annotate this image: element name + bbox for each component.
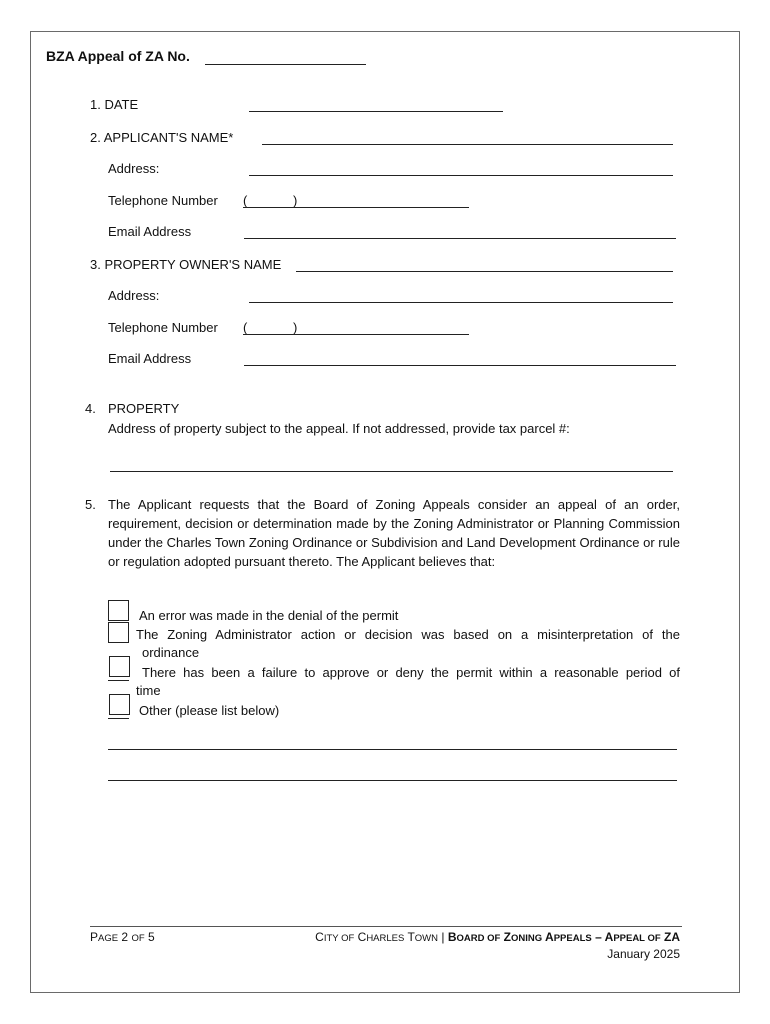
footer-own: OWN bbox=[414, 933, 439, 944]
footer-ppeal-of: PPEAL OF bbox=[613, 933, 661, 944]
request-paragraph: The Applicant requests that the Board of Zoning Appeals consider an appeal of an order, requirement, decision or determination made by the Zoning Administrator or Planning Commission under the Charles Town Zoning Ordinance or Subdivision and Land Development Ordinance or rule or regulation adopted pursuant thereto. The Applicant believes that: bbox=[108, 497, 680, 569]
applicant-email-label: Email Address bbox=[108, 224, 192, 239]
option-failure-approve-cont: time bbox=[136, 683, 161, 698]
footer-date: January 2025 bbox=[607, 947, 680, 961]
footer-separator: | bbox=[441, 930, 445, 944]
footer-c: C bbox=[315, 930, 324, 944]
applicant-telephone-label: Telephone Number bbox=[108, 193, 218, 208]
owner-email-label: Email Address bbox=[108, 351, 192, 366]
applicant-address-label: Address: bbox=[108, 161, 160, 176]
footer-page-number bbox=[90, 930, 155, 944]
footer-rule bbox=[90, 926, 682, 927]
footer-c2: C bbox=[357, 930, 367, 944]
footer-oard-of: OARD OF bbox=[456, 933, 501, 944]
error-denial-checkbox[interactable] bbox=[108, 600, 129, 621]
owner-telephone-field[interactable] bbox=[243, 334, 469, 335]
footer-za: ZA bbox=[664, 930, 680, 944]
footer-page-p: P bbox=[90, 930, 99, 944]
footer-a: A bbox=[545, 930, 554, 944]
owner-telephone-label: Telephone Number bbox=[108, 320, 218, 335]
applicant-phone-paren-open: ( bbox=[243, 193, 248, 208]
applicant-telephone-field[interactable] bbox=[243, 207, 469, 208]
footer-dash: – bbox=[595, 930, 602, 944]
date-label: 1. DATE bbox=[90, 97, 139, 112]
za-number-field[interactable] bbox=[205, 64, 366, 65]
other-checkbox[interactable] bbox=[109, 694, 130, 715]
failure-approve-checkbox[interactable] bbox=[109, 656, 130, 677]
misinterpretation-checkbox[interactable] bbox=[108, 622, 129, 643]
property-instruction: Address of property subject to the appeal. If not addressed, provide tax parcel #: bbox=[108, 421, 570, 436]
option-other: Other (please list below) bbox=[139, 703, 280, 718]
footer-harles: HARLES bbox=[366, 933, 405, 944]
date-field[interactable] bbox=[249, 111, 503, 112]
footer-page-age: AGE bbox=[98, 933, 119, 944]
other-underline bbox=[108, 718, 129, 719]
footer-document-title bbox=[315, 930, 680, 944]
footer-ppeals: PPEALS bbox=[553, 933, 592, 944]
footer-page-num: 2 bbox=[121, 930, 129, 944]
owner-name-field[interactable] bbox=[296, 271, 673, 272]
owner-address-field[interactable] bbox=[249, 302, 673, 303]
other-reason-line-1[interactable] bbox=[108, 749, 677, 750]
footer-z: Z bbox=[503, 930, 511, 944]
applicant-address-field[interactable] bbox=[249, 175, 673, 176]
request-number: 5. bbox=[85, 497, 96, 512]
footer-b: B bbox=[447, 930, 457, 944]
footer-page-total: 5 bbox=[148, 930, 155, 944]
owner-name-label: 3. PROPERTY OWNER'S NAME bbox=[90, 257, 282, 272]
footer-t: T bbox=[407, 930, 415, 944]
option-misinterpretation-cont: ordinance bbox=[142, 645, 200, 660]
footer-a2: A bbox=[604, 930, 614, 944]
property-address-field[interactable] bbox=[110, 471, 673, 472]
footer-ity-of: ITY OF bbox=[323, 933, 355, 944]
form-title: BZA Appeal of ZA No. bbox=[46, 48, 190, 64]
option-error-denial: An error was made in the denial of the permit bbox=[139, 608, 399, 623]
other-reason-line-2[interactable] bbox=[108, 780, 677, 781]
option-failure-approve: There has been a failure to approve or deny the permit within a reasonable period of bbox=[142, 665, 680, 680]
failure-approve-underline bbox=[108, 680, 129, 681]
owner-email-field[interactable] bbox=[244, 365, 676, 366]
owner-phone-paren-close: ) bbox=[293, 320, 298, 335]
applicant-name-label: 2. APPLICANT'S NAME* bbox=[90, 130, 234, 145]
footer-oning: ONING bbox=[511, 933, 543, 944]
footer-page-of: OF bbox=[131, 933, 145, 944]
owner-address-label: Address: bbox=[108, 288, 160, 303]
applicant-phone-paren-close: ) bbox=[293, 193, 298, 208]
owner-phone-paren-open: ( bbox=[243, 320, 248, 335]
applicant-email-field[interactable] bbox=[244, 238, 676, 239]
property-number: 4. bbox=[85, 401, 96, 416]
applicant-name-field[interactable] bbox=[262, 144, 673, 145]
option-misinterpretation: The Zoning Administrator action or decision was based on a misinterpretation of the bbox=[136, 627, 680, 642]
property-heading: PROPERTY bbox=[108, 401, 180, 416]
